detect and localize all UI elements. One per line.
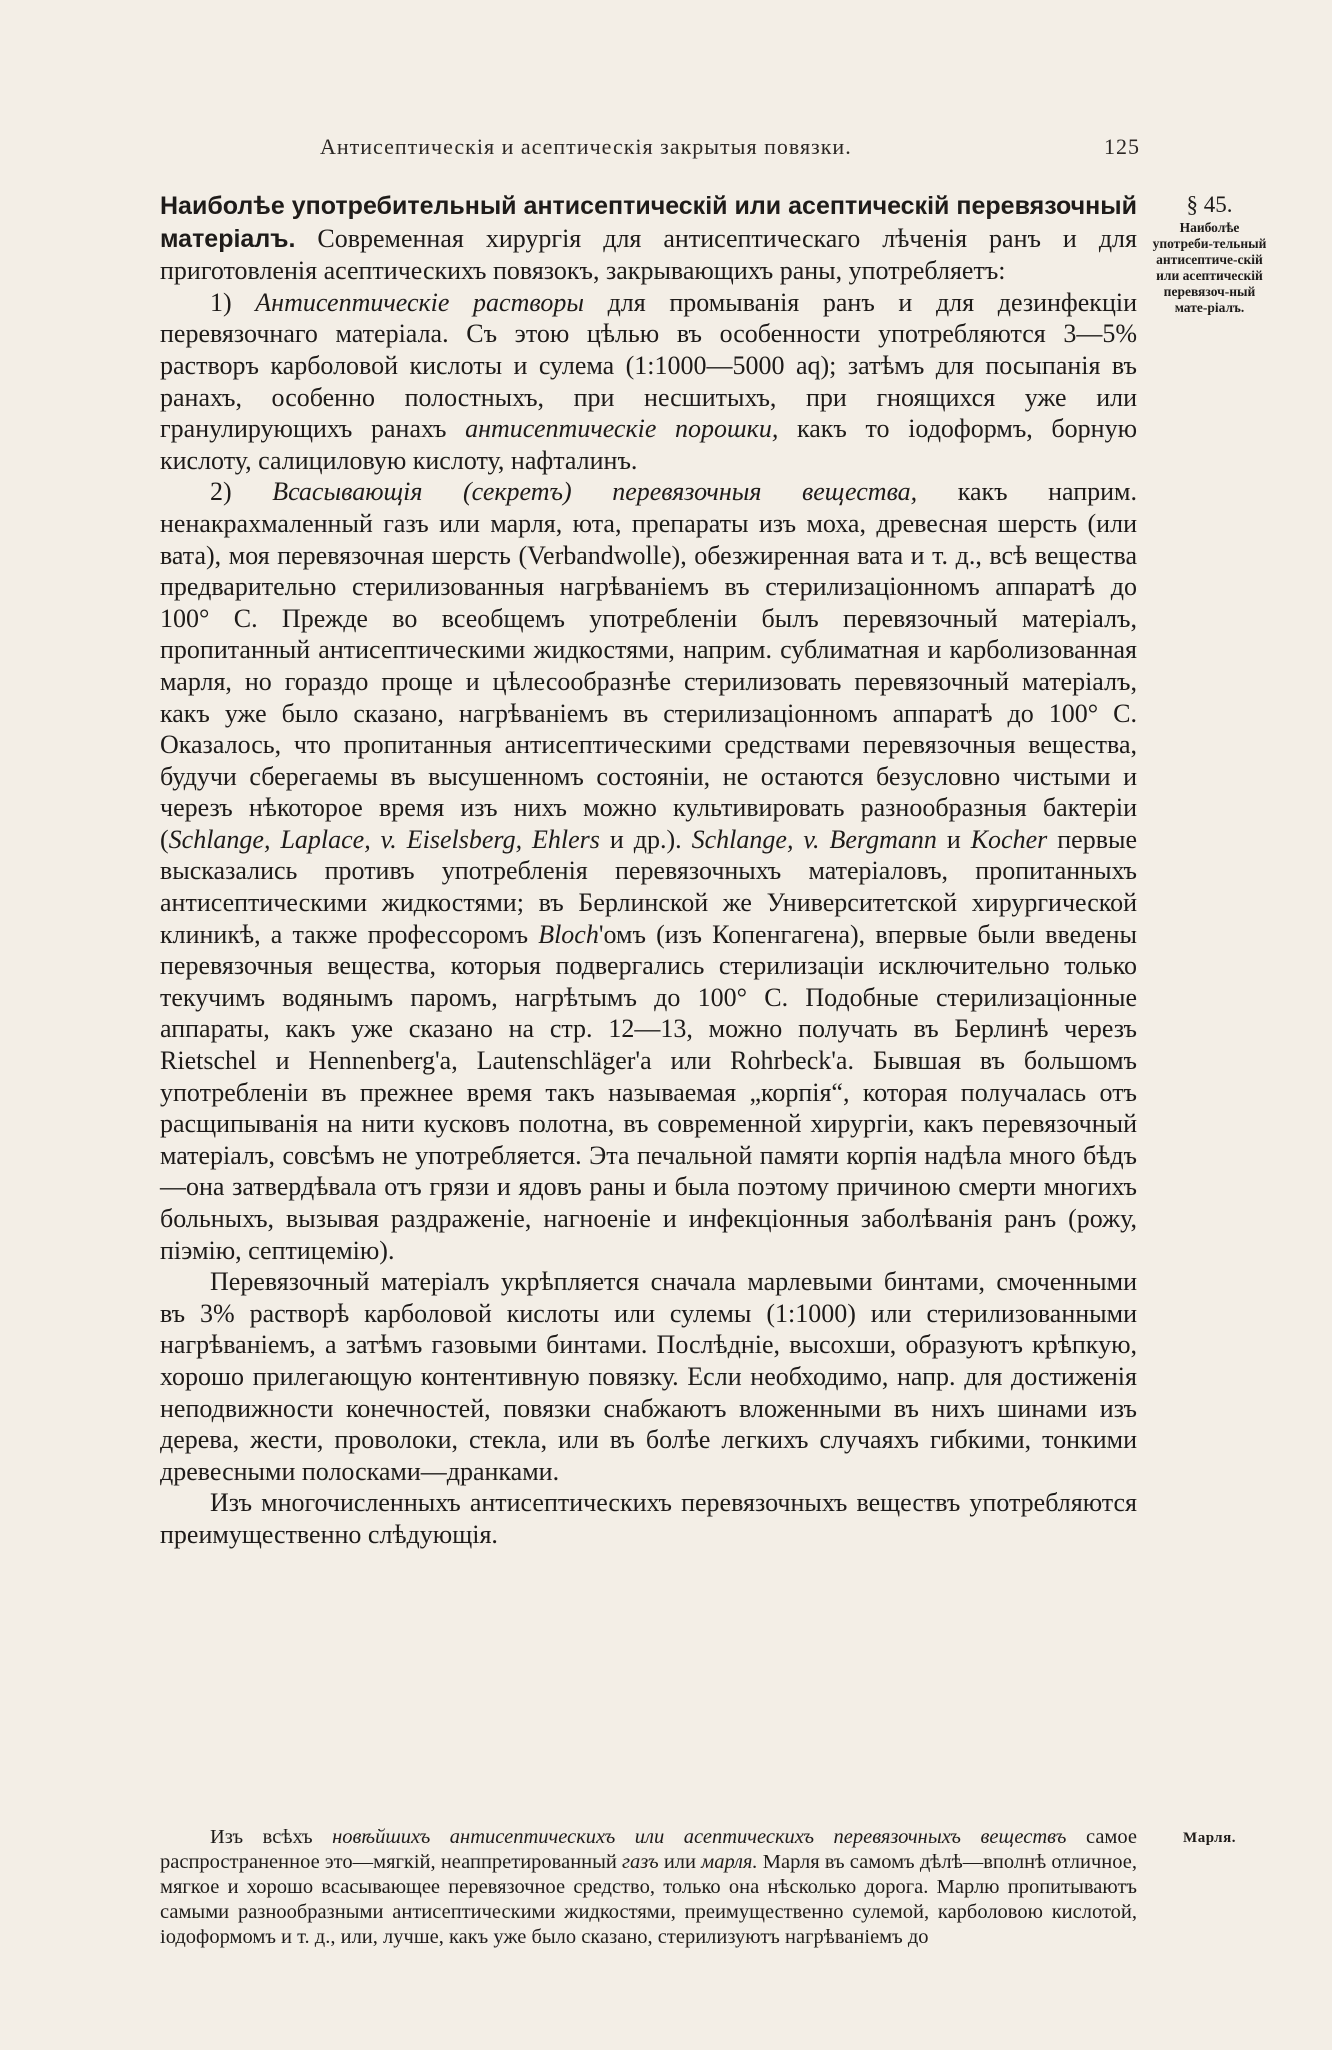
text-run: 2)	[210, 477, 273, 507]
section-heading: Наиболѣе употребительный антисептическій или асептическій перевязочный матеріалъ.	[160, 192, 1137, 253]
text-run: Перевязочный матеріалъ укрѣпляется сначала марлевыми бинтами, смоченными въ 3% растворѣ карболовой кислоты или сулемы (1:1000) или стерилизованными нагрѣваніемъ, а затѣмъ газовыми бинтами. Послѣдніе, высохши, образуютъ крѣпкую, хорошо прилегающую контентивную повязку. Если необходимо, напр. для достиженія неподвижности конечностей, повязки снабжаютъ вложенными въ нихъ шинами изъ дерева, жести, проволоки, стекла, или въ болѣе легкихъ случаяхъ гибкими, тонкими древесными полосками—дранками.	[160, 1267, 1137, 1486]
text-run: 'омъ (изъ Копенгагена), впервые были введены перевязочныя вещества, которыя подвергались стерилизаціи исключительно только текучимъ водянымъ паромъ, нагрѣтымъ до 100° C. Подобные стерилизаціонные аппараты, какъ уже сказано на стр. 12—13, можно получать въ Берлинѣ черезъ Rietschel и Hennenberg'a, Lautenschläger'a или Rohrbeck'a. Бывшая въ большомъ употребленіи въ прежнее время такъ называемая „корпія“, которая получалась отъ расщипыванія на нити кусковъ полотна, въ современной хирургіи, какъ перевязочный матеріалъ, совсѣмъ не употребляется. Эта печальной памяти корпія надѣла много бѣдъ—она затвердѣвала отъ грязи и ядовъ раны и была поэтому причиною смерти многихъ больныхъ, вызывая раздраженіе, нагноеніе и инфекціонныя заболѣванія ранъ (рожу, пiэмію, септицемію).	[160, 919, 1137, 1265]
italic-text: новѣйшихъ антисептическихъ или асептическихъ перевязочныхъ веществъ	[332, 1826, 1067, 1848]
small-print-text	[160, 1825, 1137, 1950]
paragraph-5	[160, 1487, 1137, 1550]
margin-note	[1152, 190, 1267, 316]
text-run: Современная хирургія для антисептическаго лѣченія ранъ и для приготовленія асептическихъ повязокъ, закрывающихъ раны, употребляетъ:	[160, 223, 1137, 286]
page-number: 125	[1104, 134, 1140, 159]
text-run: или	[658, 1851, 702, 1873]
text-run: первые высказались противъ употребленія перевязочныхъ матеріаловъ, пропитанныхъ антисептическими жидкостями; въ Берлинской же Университетской хирургической клиникѣ, а также профессоромъ	[160, 824, 1137, 949]
paragraph-2	[160, 287, 1137, 477]
italic-text: газъ	[622, 1851, 659, 1873]
italic-text: Kocher	[970, 824, 1048, 854]
text-run: Изъ многочисленныхъ антисептическихъ перевязочныхъ веществъ употребляются преимущественно слѣдующія.	[160, 1488, 1137, 1549]
running-title: Антисептическія и асептическія закрытыя повязки.	[320, 134, 852, 159]
text-run: для промыванія ранъ и для дезинфекціи перевязочнаго матеріала. Съ этою цѣлью въ особенности употребляются 3—5% растворъ карболовой кислоты и сулема (1:1000—5000 aq); затѣмъ для посыпанія въ ранахъ, особенно полостныхъ, при несшитыхъ, при гноящихся уже или гранулирующихъ ранахъ	[160, 287, 1137, 444]
italic-text: Bloch	[538, 919, 599, 949]
text-run: 1)	[210, 287, 256, 317]
paragraph-3	[160, 476, 1137, 1266]
text-run: Изъ всѣхъ	[210, 1826, 333, 1848]
margin-note-marla: Марля.	[1183, 1830, 1236, 1846]
paragraph-1	[160, 190, 1137, 287]
italic-text: Schlange, v. Bergmann	[691, 824, 937, 854]
section-number: § 45.	[1186, 192, 1233, 217]
italic-text: марля.	[701, 1851, 758, 1873]
text-run: самое распространенное это—мягкій, неаппретированный	[160, 1826, 1137, 1873]
italic-text: Антисептическіе растворы	[255, 287, 584, 317]
italic-text: антисептическіе порошки,	[465, 414, 779, 444]
text-run: какъ наприм. ненакрахмаленный газъ или марля, юта, препараты изъ моха, древесная шерсть (или вата), моя перевязочная шерсть (Verbandwolle), обезжиренная вата и т. д., всѣ вещества предварительно стерилизованныя нагрѣваніемъ въ стерилизаціонномъ аппаратѣ до 100° C. Прежде во всеобщемъ употребленіи былъ перевязочный матеріалъ, пропитанный антисептическими жидкостями, наприм. сублиматная и карболизованная марля, но гораздо проще и цѣлесообразнѣе стерилизовать перевязочный матеріалъ, какъ уже было сказано, нагрѣваніемъ въ стерилизаціонномъ аппаратѣ до 100° C. Оказалось, что пропитанныя антисептическими средствами перевязочныя вещества, будучи сберегаемы въ высушенномъ состояніи, не остаются безусловно чистыми и черезъ нѣкоторое время изъ нихъ можно культивировать разнообразныя бактеріи (	[160, 477, 1137, 854]
small-print-paragraph	[160, 1825, 1137, 1950]
text-run: и	[936, 824, 971, 854]
italic-text: Всасывающія (секретъ) перевязочныя вещества,	[272, 477, 918, 507]
italic-text: Schlange, Laplace, v. Eiselsberg, Ehlers	[168, 824, 600, 854]
margin-note-text: Наиболѣе употреби-тельный антисептиче-скій или асептическій перевязоч-ный мате-ріалъ.	[1152, 220, 1267, 315]
text-run: какъ то іодоформъ, борную кислоту, салициловую кислоту, нафталинъ.	[160, 414, 1137, 475]
text-run: Марля въ самомъ дѣлѣ—вполнѣ отличное, мягкое и хорошо всасывающее перевязочное средство, только она нѣсколько дорога. Марлю пропитываютъ самыми разнообразными антисептическими жидкостями, преимущественно сулемой, карболовою кислотой, іодоформомъ и т. д., или, лучше, какъ уже было сказано, стерилизуютъ нагрѣваніемъ до	[160, 1851, 1137, 1948]
main-text	[160, 190, 1137, 1551]
text-run: и др.).	[599, 824, 692, 854]
paragraph-4	[160, 1266, 1137, 1487]
